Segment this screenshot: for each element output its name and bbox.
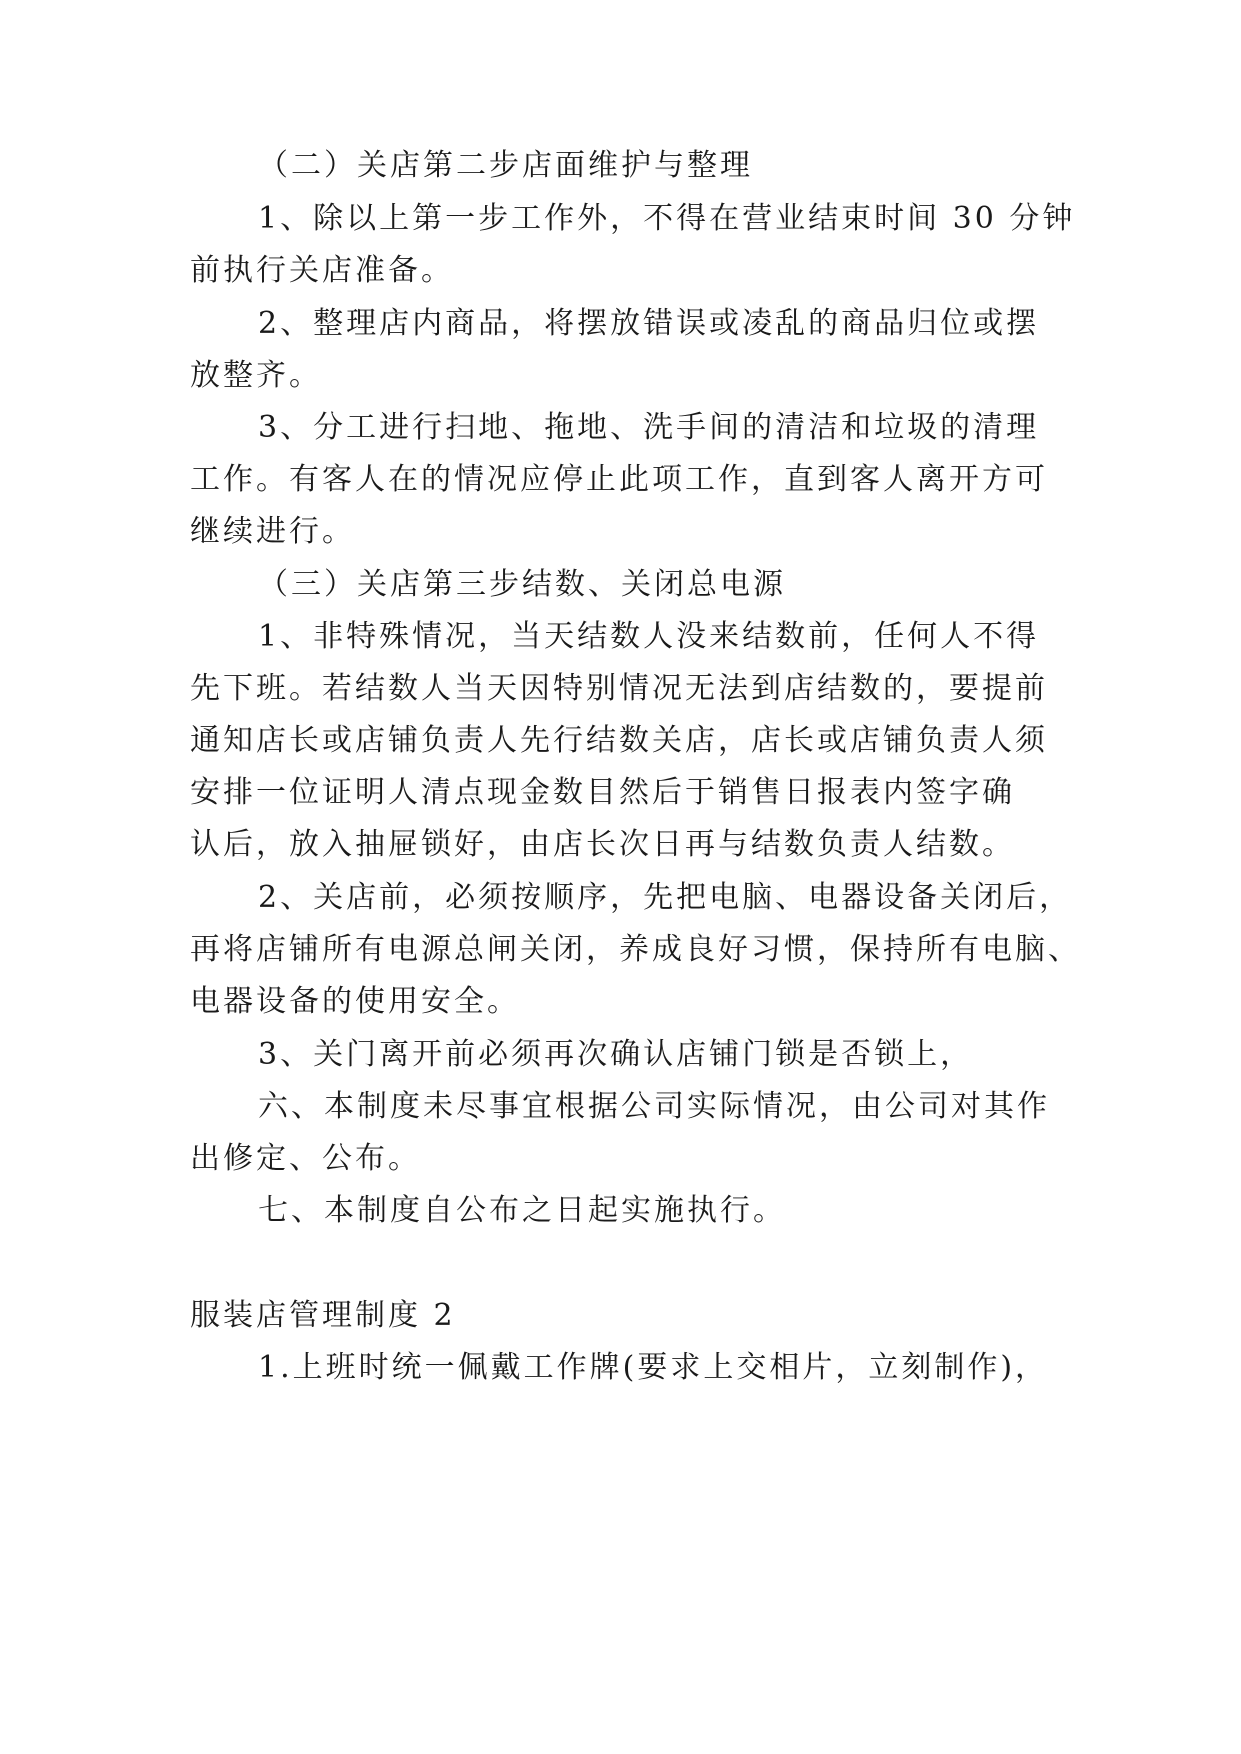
paragraph-line: 电器设备的使用安全。	[190, 984, 520, 1019]
paragraph-line: 通知店长或店铺负责人先行结数关店，店长或店铺负责人须	[190, 723, 1048, 758]
paragraph-line: 认后，放入抽屉锁好，由店长次日再与结数负责人结数。	[190, 827, 1015, 862]
paragraph-line: 再将店铺所有电源总闸关闭，养成良好习惯，保持所有电脑、	[190, 932, 1081, 967]
paragraph-line: 继续进行。	[190, 514, 355, 549]
paragraph-line: 前执行关店准备。	[190, 253, 454, 288]
document-title: 服装店管理制度 2	[190, 1298, 456, 1333]
paragraph-line: 工作。有客人在的情况应停止此项工作，直到客人离开方可	[190, 462, 1048, 497]
paragraph-line: 2、整理店内商品，将摆放错误或凌乱的商品归位或摆	[258, 306, 1040, 341]
section-heading-3: （三）关店第三步结数、关闭总电源	[258, 567, 786, 602]
section-heading-2: （二）关店第二步店面维护与整理	[258, 148, 753, 183]
paragraph-line: 3、分工进行扫地、拖地、洗手间的清洁和垃圾的清理	[258, 410, 1040, 445]
paragraph-line: 六、本制度未尽事宜根据公司实际情况，由公司对其作	[258, 1089, 1050, 1124]
paragraph-line: 放整齐。	[190, 358, 322, 393]
paragraph-line: 1、非特殊情况，当天结数人没来结数前，任何人不得	[258, 619, 1040, 654]
paragraph-line: 出修定、公布。	[190, 1141, 421, 1176]
paragraph-line: 2、关店前，必须按顺序，先把电脑、电器设备关闭后，	[258, 880, 1073, 915]
paragraph-line: 安排一位证明人清点现金数目然后于销售日报表内签字确	[190, 775, 1015, 810]
paragraph-line: 1、除以上第一步工作外，不得在营业结束时间 30 分钟	[258, 201, 1076, 236]
paragraph-line: 七、本制度自公布之日起实施执行。	[258, 1193, 786, 1228]
paragraph-line: 先下班。若结数人当天因特别情况无法到店结数的，要提前	[190, 671, 1048, 706]
paragraph-line: 1.上班时统一佩戴工作牌(要求上交相片，立刻制作)，	[258, 1350, 1049, 1385]
paragraph-line: 3、关门离开前必须再次确认店铺门锁是否锁上，	[258, 1037, 974, 1072]
